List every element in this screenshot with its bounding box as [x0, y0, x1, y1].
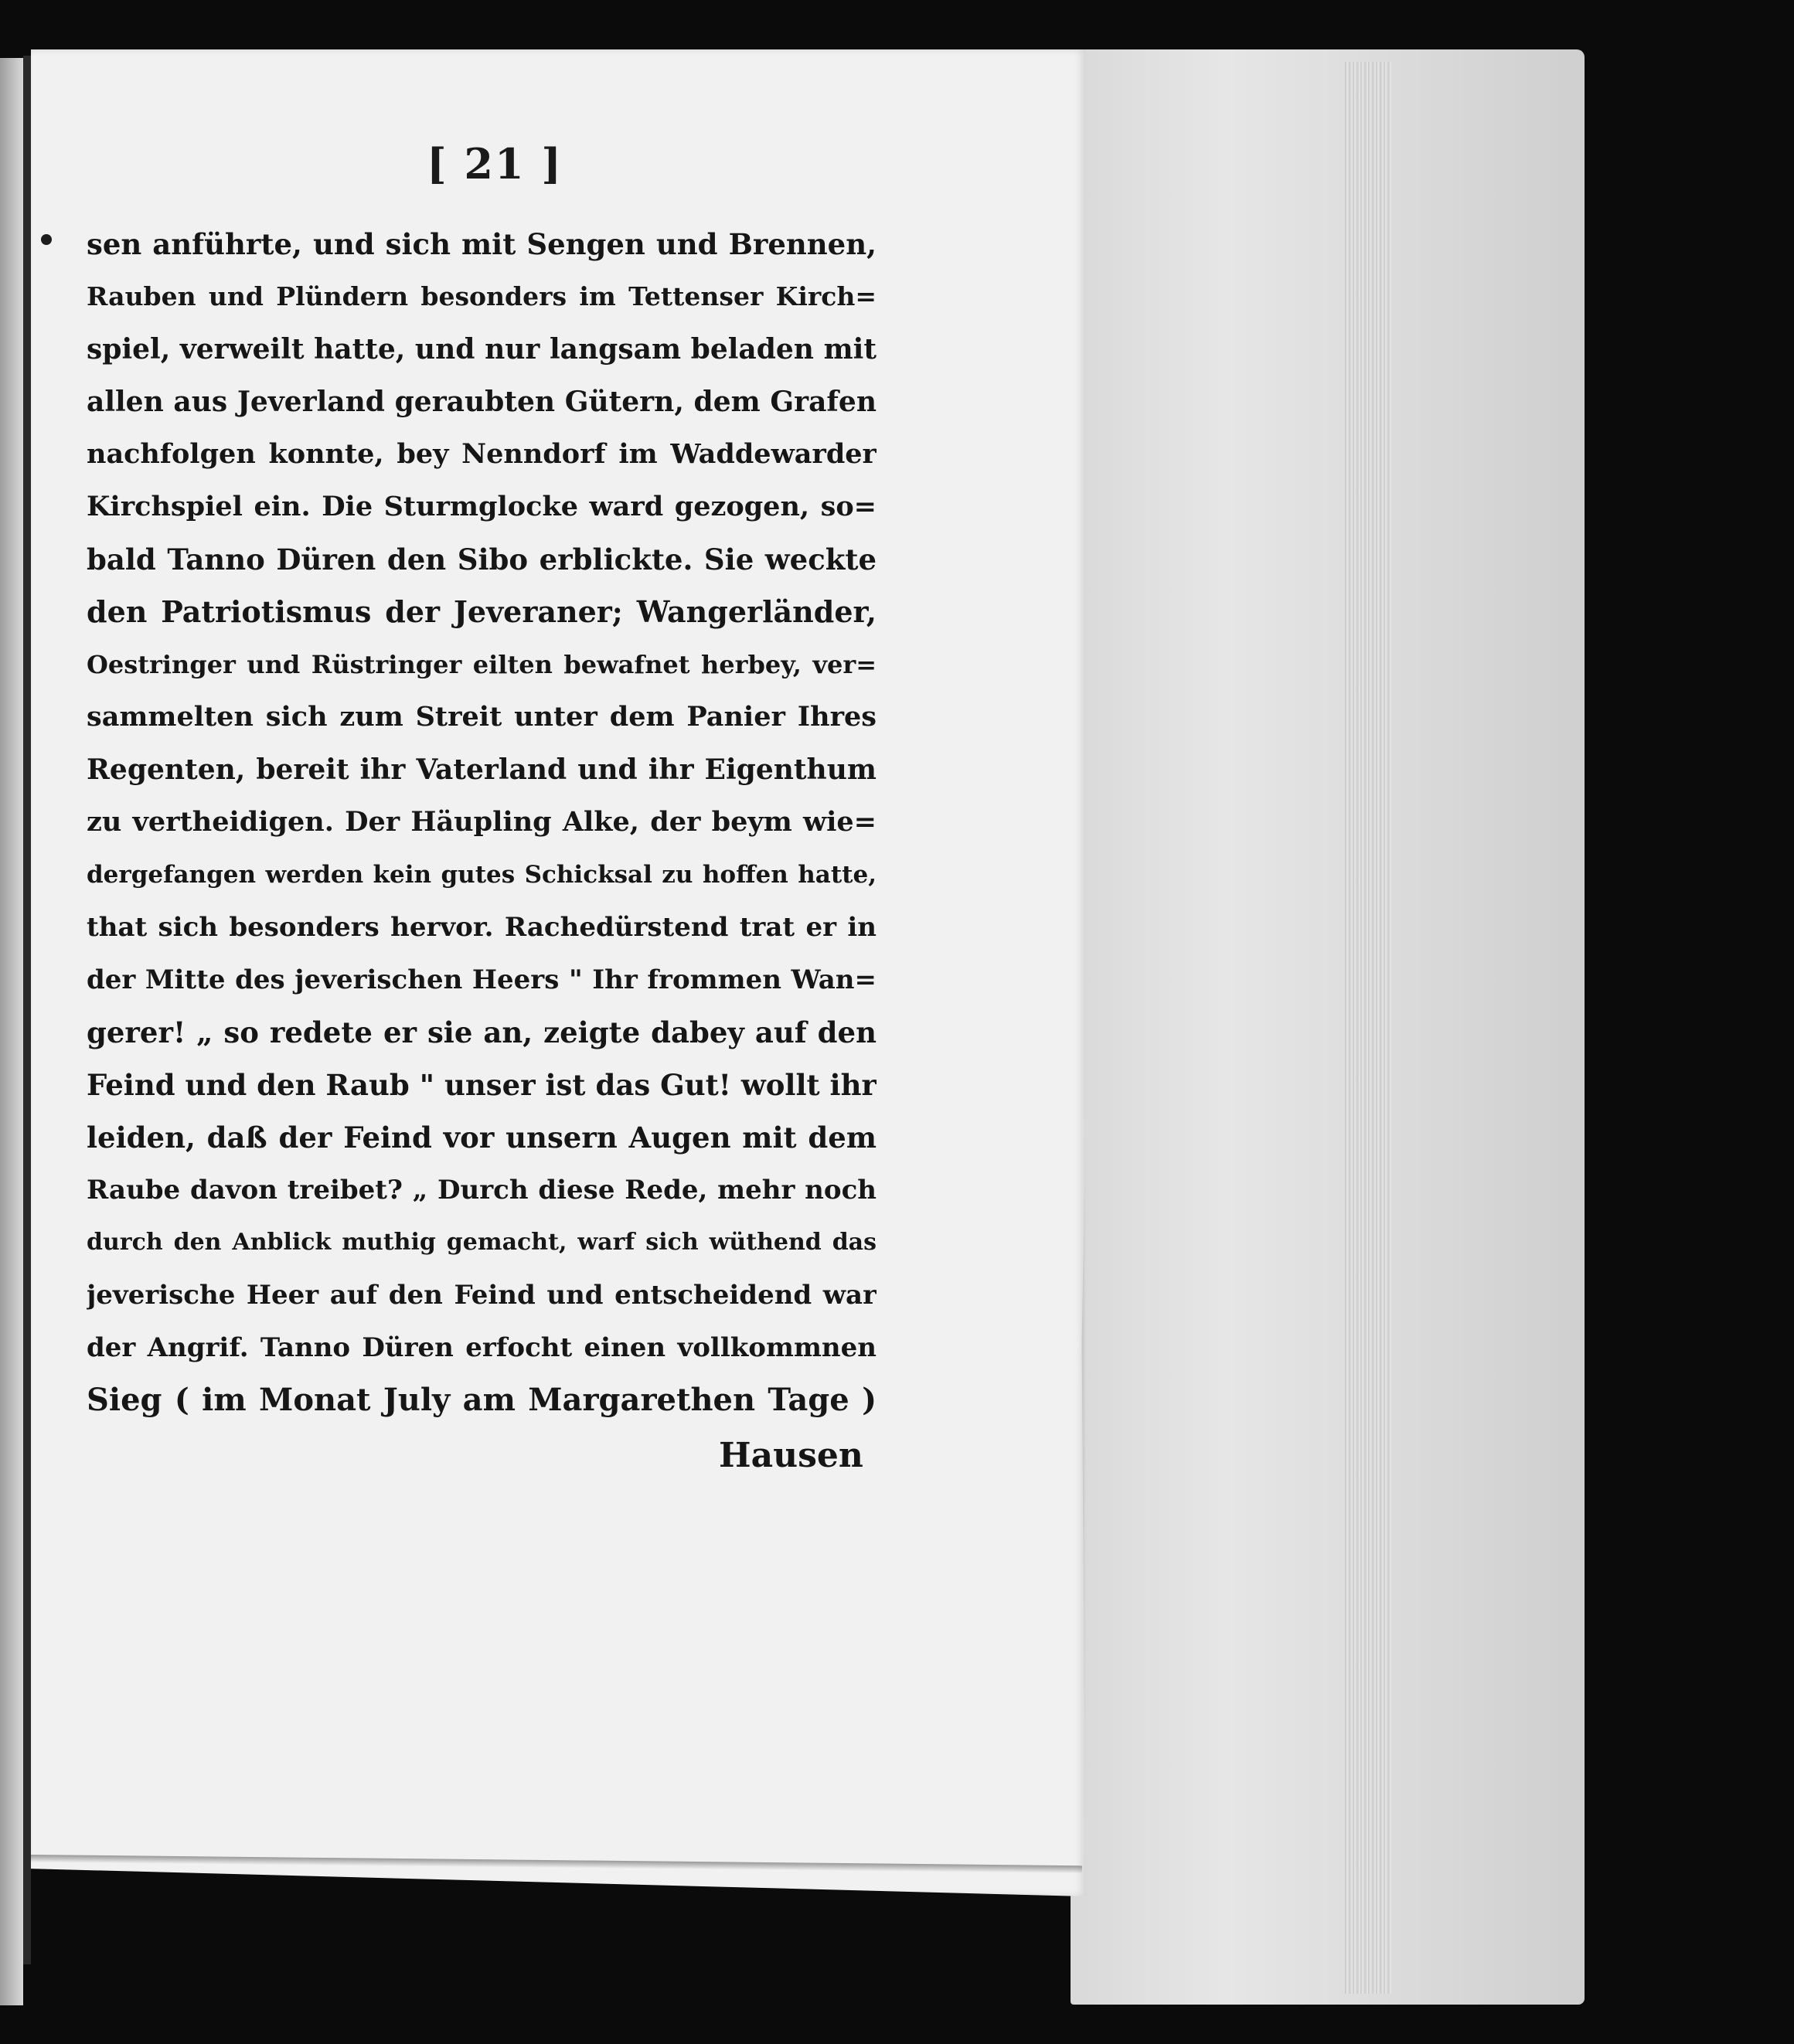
text-line: leiden, daß der Feind vor unsern Augen mit dem [87, 1121, 877, 1155]
page-stack-deckle-edge [1345, 62, 1391, 1994]
text-line: gerer! „ so redete er sie an, zeigte dabey auf den [87, 1015, 877, 1049]
page-stack [1071, 49, 1585, 2005]
text-line: sen anführte, und sich mit Sengen und Brennen, [87, 227, 877, 261]
catchword: Hausen [719, 1436, 863, 1475]
text-line: jeverische Heer auf den Feind und entscheidend war [87, 1280, 877, 1311]
page-number-header: [ 21 ] [427, 139, 563, 189]
text-line: durch den Anblick muthig gemacht, warf sich wüthend das [87, 1229, 877, 1256]
text-line: Kirchspiel ein. Die Sturmglocke ward gezogen, so= [87, 491, 877, 522]
ink-speck [41, 234, 52, 245]
text-line: bald Tanno Düren den Sibo erblickte. Sie weckte [87, 542, 877, 576]
text-line: dergefangen werden kein gutes Schicksal zu hoffen hatte, [87, 861, 877, 889]
text-line: der Angrif. Tanno Düren erfocht einen vollkommnen [87, 1332, 877, 1363]
text-line: zu vertheidigen. Der Häupling Alke, der beym wie= [87, 806, 877, 838]
text-line: der Mitte des jeverischen Heers " Ihr frommen Wan= [87, 964, 877, 995]
text-line: Feind und den Raub " unser ist das Gut! wollt ihr [87, 1068, 877, 1102]
text-line: allen aus Jeverland geraubten Gütern, dem Grafen [87, 386, 877, 418]
text-line: Sieg ( im Monat July am Margarethen Tage ) [87, 1382, 877, 1418]
text-line: Regenten, bereit ihr Vaterland und ihr Eigenthum [87, 753, 877, 786]
text-line: Raube davon treibet? „ Durch diese Rede, mehr noch [87, 1175, 877, 1206]
facing-page-edge [0, 58, 23, 2005]
text-line: nachfolgen konnte, bey Nenndorf im Waddewarder [87, 438, 877, 470]
text-line: Oestringer und Rüstringer eilten bewafnet herbey, ver= [87, 650, 877, 679]
book-gutter [23, 56, 31, 1964]
text-line: Rauben und Plündern besonders im Tettenser Kirch= [87, 281, 877, 311]
text-line: sammelten sich zum Streit unter dem Panier Ihres [87, 701, 877, 733]
text-line: spiel, verweilt hatte, und nur langsam beladen mit [87, 333, 877, 366]
text-line: den Patriotismus der Jeveraner; Wangerländer, [87, 594, 877, 629]
text-line: that sich besonders hervor. Rachedürstend trat er in [87, 912, 877, 943]
body-text [87, 218, 877, 1427]
